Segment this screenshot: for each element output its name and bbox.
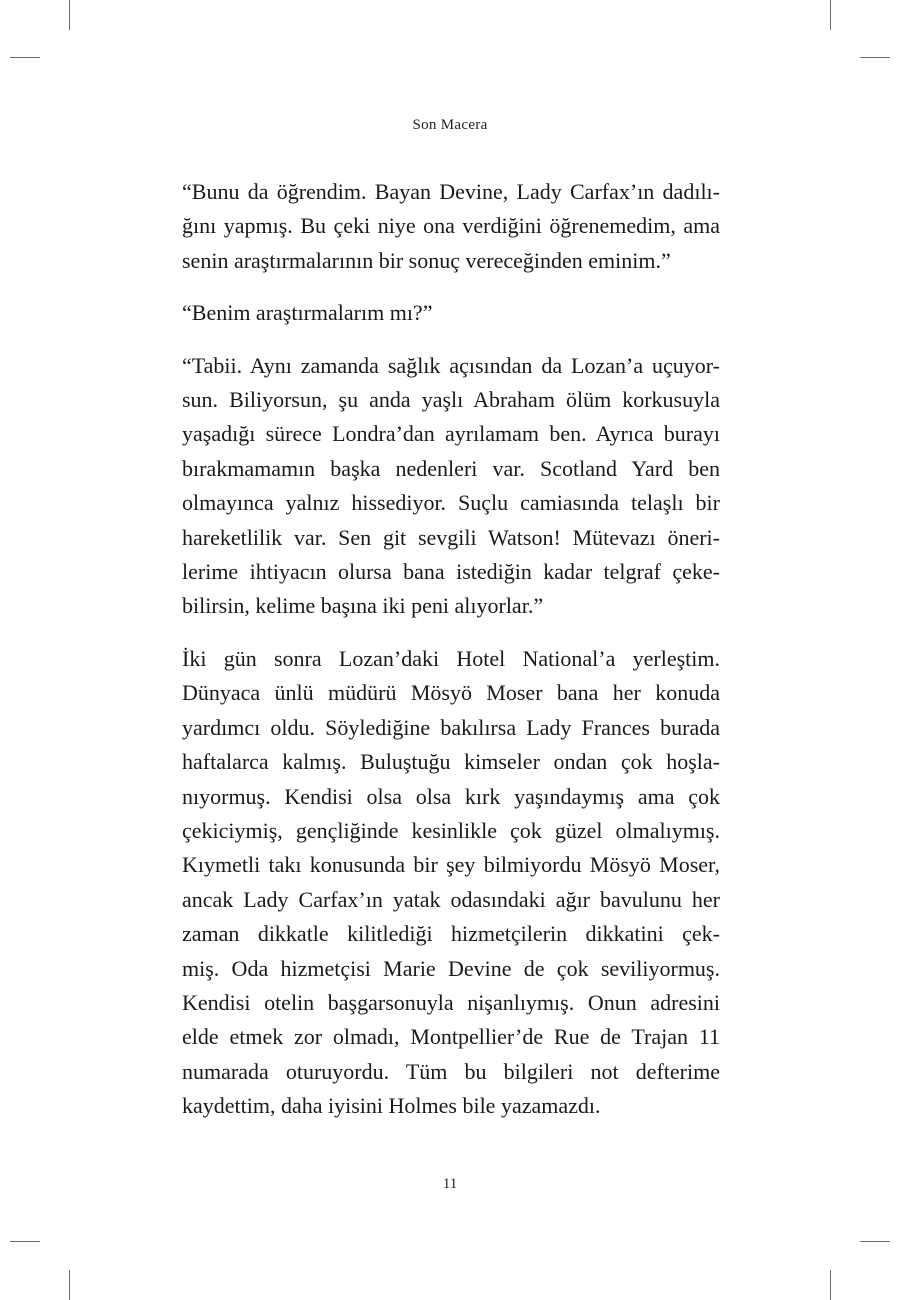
text-line: Dünyaca ünlü müdürü Mösyö Moser bana her konuda	[182, 680, 720, 706]
crop-mark	[860, 57, 890, 58]
text-line: kaydettim, daha iyisini Holmes bile yazamazdı.	[182, 1093, 601, 1119]
paragraph	[182, 175, 720, 278]
paragraph	[182, 349, 720, 624]
text-line: “Benim araştırmalarım mı?”	[182, 300, 433, 326]
paragraph	[182, 642, 720, 1124]
text-line: çekiciymiş, gençliğinde kesinlikle çok güzel olmalıymış.	[182, 817, 720, 843]
text-line: yaşadığı sürece Londra’dan ayrılamam ben. Ayrıca burayı	[182, 421, 720, 447]
crop-mark	[860, 1241, 890, 1242]
crop-mark	[830, 1270, 831, 1300]
text-line: lerime ihtiyacın olursa bana istediğin kadar telgraf çeke-	[182, 559, 720, 585]
text-line: olmayınca yalnız hissediyor. Suçlu camiasında telaşlı bir	[182, 490, 720, 516]
text-line: Kıymetli takı konusunda bir şey bilmiyordu Mösyö Moser,	[182, 852, 720, 878]
text-line: senin araştırmalarının bir sonuç vereceğinden eminim.”	[182, 247, 671, 273]
crop-mark	[10, 57, 40, 58]
text-line: numarada oturuyordu. Tüm bu bilgileri not defterime	[182, 1058, 720, 1084]
text-line: sun. Biliyorsun, şu anda yaşlı Abraham ölüm korkusuyla	[182, 387, 720, 413]
crop-mark	[830, 0, 831, 30]
text-line: hareketlilik var. Sen git sevgili Watson! Mütevazı öneri-	[182, 524, 720, 550]
text-line: miş. Oda hizmetçisi Marie Devine de çok seviliyormuş.	[182, 955, 720, 981]
body-text	[182, 175, 720, 1124]
text-line: “Tabii. Aynı zamanda sağlık açısından da Lozan’a uçuyor-	[182, 352, 720, 378]
crop-mark	[69, 1270, 70, 1300]
page-number: 11	[442, 1176, 458, 1192]
text-line: ğını yapmış. Bu çeki niye ona verdiğini öğrenemedim, ama	[182, 213, 720, 239]
crop-mark	[69, 0, 70, 30]
running-head: Son Macera	[412, 117, 488, 133]
text-line: bırakmamamın başka nedenleri var. Scotland Yard ben	[182, 455, 720, 481]
text-line: Kendisi otelin başgarsonuyla nişanlıymış. Onun adresini	[182, 989, 720, 1015]
text-line: ancak Lady Carfax’ın yatak odasındaki ağır bavulunu her	[182, 886, 720, 912]
paragraph	[182, 296, 720, 330]
text-line: elde etmek zor olmadı, Montpellier’de Rue de Trajan 11	[182, 1024, 720, 1050]
text-line: haftalarca kalmış. Buluştuğu kimseler ondan çok hoşla-	[182, 749, 720, 775]
text-line: “Bunu da öğrendim. Bayan Devine, Lady Carfax’ın dadılı-	[182, 179, 720, 204]
text-line: bilirsin, kelime başına iki peni alıyorlar.”	[182, 593, 544, 619]
crop-mark	[10, 1241, 40, 1242]
text-line: yardımcı oldu. Söylediğine bakılırsa Lady Frances burada	[182, 714, 720, 740]
text-line: nıyormuş. Kendisi olsa olsa kırk yaşındaymış ama çok	[182, 783, 720, 809]
text-line: zaman dikkatle kilitlediği hizmetçilerin dikkatini çek-	[182, 921, 720, 947]
text-line: İki gün sonra Lozan’daki Hotel National’a yerleştim.	[182, 645, 720, 671]
